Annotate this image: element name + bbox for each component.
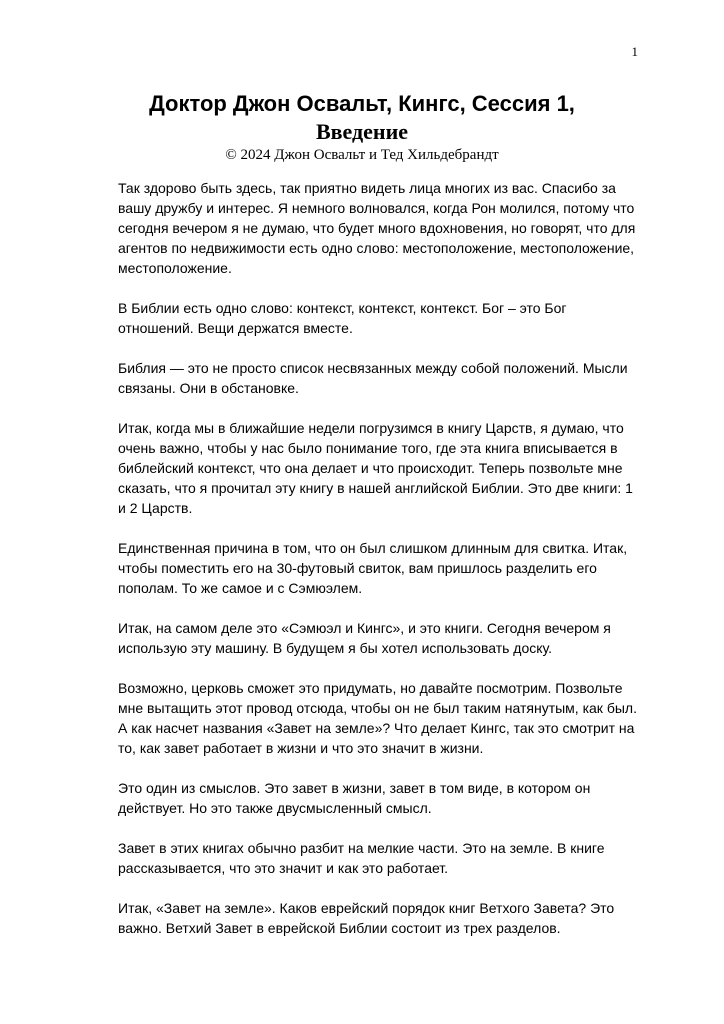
document-body [118,178,638,958]
title-block [90,90,634,164]
paragraph: Библия — это не просто список несвязанных между собой положений. Мысли связаны. Они в обстановке. [118,360,628,396]
page-number: 1 [631,44,638,59]
paragraph: В Библии есть одно слово: контекст, контекст, контекст. Бог – это Бог отношений. Вещи держатся вместе. [118,300,567,336]
copyright-line: © 2024 Джон Освальт и Тед Хильдебрандт [225,147,499,163]
document-subtitle: Введение [315,119,409,144]
paragraph: Итак, на самом деле это «Сэмюэл и Кингс», и это книги. Сегодня вечером я использую эту машину. В будущем я бы хотел использовать доску. [118,620,611,656]
paragraph: Так здорово быть здесь, так приятно видеть лица многих из вас. Спасибо за вашу дружбу и интерес. Я немного волновался, когда Рон молился, потому что сегодня вечером я не думаю, что будет много вдохновения, но говорят, что для агентов по недвижимости есть одно слово: местоположение, местоположение, местоположение. [118,180,636,276]
paragraph: Итак, когда мы в ближайшие недели погрузимся в книгу Царств, я думаю, что очень важно, чтобы у нас было понимание того, где эта книга вписывается в библейский контекст, что она делает и что происходит. Теперь позвольте мне сказать, что я прочитал эту книгу в нашей английской Библии. Это две книги: 1 и 2 Царств. [118,420,633,516]
paragraph: Это один из смыслов. Это завет в жизни, завет в том виде, в котором он действует. Но это также двусмысленный смысл. [118,780,591,816]
document-title: Доктор Джон Освальт, Кингс, Сессия 1, [149,91,575,116]
paragraph: Итак, «Завет на земле». Каков еврейский порядок книг Ветхого Завета? Это важно. Ветхий Завет в еврейской Библии состоит из трех разделов. [118,900,615,936]
paragraph: Единственная причина в том, что он был слишком длинным для свитка. Итак, чтобы поместить его на 30-футовый свиток, вам пришлось разделить его пополам. То же самое и с Сэмюэлем. [118,540,628,596]
paragraph: Завет в этих книгах обычно разбит на мелкие части. Это на земле. В книге рассказывается, что это значит и как это работает. [118,840,605,876]
paragraph: Возможно, церковь сможет это придумать, но давайте посмотрим. Позвольте мне вытащить этот провод отсюда, чтобы он не был таким натянутым, как был. А как насчет названия «Завет на земле»? Что делает Кингс, так это смотрит на то, как завет работает в жизни и что это значит в жизни. [118,680,637,756]
